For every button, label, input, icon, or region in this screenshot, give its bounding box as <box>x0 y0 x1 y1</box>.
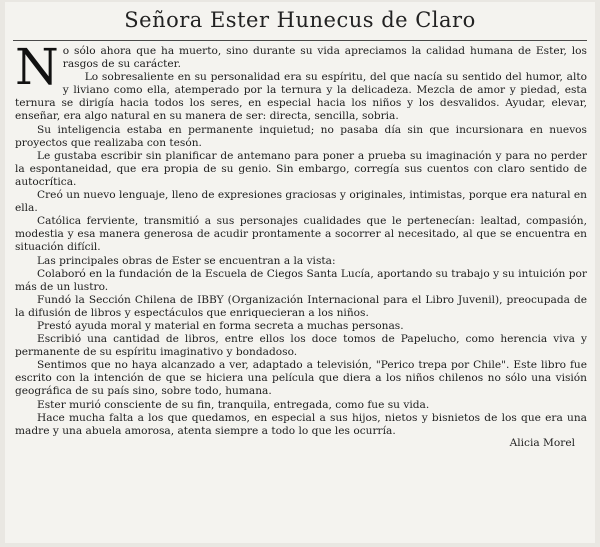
article-paragraph: Lo sobresaliente en su personalidad era su espíritu, del que nacía su sentido del humor, alto y liviano como ella, atemperado por la ternura y la delicadeza. Mezcla de amor y piedad, esta ternura se dirigía hacia todos los seres, en especial hacia los niños y los desvalidos. Ayudar, elevar, enseñar, era algo natural en su manera de ser: directa, sencilla, sobria. <box>15 71 587 123</box>
article-body <box>5 38 595 438</box>
article-paragraph: Sentimos que no haya alcanzado a ver, adaptado a televisión, "Perico trepa por Chile". Este libro fue escrito con la intención de que se hiciera una película que diera a los niños chilenos no sólo una visión geográfica de su país sino, sobre todo, humana. <box>15 359 587 398</box>
article-paragraph: Colaboró en la fundación de la Escuela de Ciegos Santa Lucía, aportando su trabajo y su intuición por más de un lustro. <box>15 267 587 293</box>
article-paragraph: Católica ferviente, transmitió a sus personajes cualidades que le pertenecían: lealtad, compasión, modestia y esa manera generosa de acudir prontamente a socorrer al necesitado, al que se encuentra en situación difícil. <box>15 215 587 254</box>
article-paragraph-1 <box>15 38 587 96</box>
article-paragraph: Las principales obras de Ester se encuentran a la vista: <box>37 254 336 267</box>
article-paragraph: Escribió una cantidad de libros, entre ellos los doce tomos de Papelucho, como herencia viva y permanente de su espíritu imaginativo y bondadoso. <box>15 333 587 359</box>
article-title: Señora Ester Hunecus de Claro <box>124 8 476 32</box>
article-paragraph: Le gustaba escribir sin planificar de antemano para poner a prueba su imaginación y para no perder la espontaneidad, que era propia de su genio. Sin embargo, corregía sus cuentos con claro sentido de autocrítica. <box>15 149 587 188</box>
article-paragraph: Hace mucha falta a los que quedamos, en especial a sus hijos, nietos y bisnietos de los que era una madre y una abuela amorosa, atenta siempre a todo lo que les ocurría. <box>15 411 587 437</box>
drop-cap: N <box>15 38 59 96</box>
author-signature: Alicia Morel <box>509 436 575 449</box>
first-paragraph-text: o sólo ahora que ha muerto, sino durante su vida apreciamos la calidad humana de Ester, los rasgos de su carácter. <box>62 45 587 71</box>
article-paragraph: Ester murió consciente de su fin, tranquila, entregada, como fue su vida. <box>37 398 430 411</box>
newspaper-clipping <box>5 2 595 543</box>
article-paragraph: Prestó ayuda moral y material en forma secreta a muchas personas. <box>37 319 404 332</box>
article-paragraph: Creó un nuevo lenguaje, lleno de expresiones graciosas y originales, intimistas, porque era natural en ella. <box>15 189 587 215</box>
article-paragraph: Fundó la Sección Chilena de IBBY (Organización Internacional para el Libro Juvenil), preocupada de la difusión de libros y espectáculos que enriquecieran a los niños. <box>15 293 587 319</box>
article-paragraph: Su inteligencia estaba en permanente inquietud; no pasaba día sin que incursionara en nuevos proyectos que realizaba con tesón. <box>15 123 587 149</box>
